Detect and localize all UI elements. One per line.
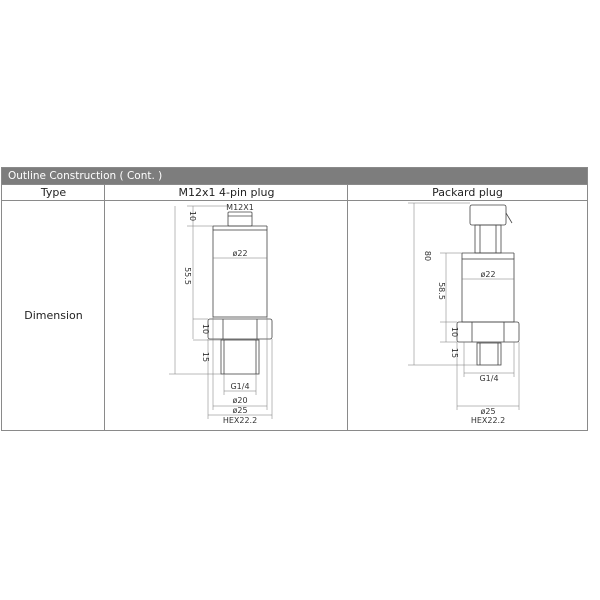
section-title: Outline Construction ( Cont. ) xyxy=(2,168,587,184)
outline-construction-table xyxy=(1,167,588,431)
packard-dia-outer: ø25 xyxy=(480,407,496,416)
header-type: Type xyxy=(40,186,67,199)
header-m12-plug: M12x1 4-pin plug xyxy=(178,186,275,199)
packard-dia-body: ø22 xyxy=(480,270,496,279)
m12-port-label: G1/4 xyxy=(230,382,250,391)
m12-dia-outer: ø25 xyxy=(232,406,248,415)
m12-dim-top: 10 xyxy=(188,210,197,222)
packard-port-label: G1/4 xyxy=(479,374,499,383)
m12-dim-total: 55.5 xyxy=(183,267,192,285)
m12-dim-thread: 15 xyxy=(201,351,210,363)
packard-dim-thread: 15 xyxy=(450,347,459,359)
table-header-row xyxy=(2,184,587,201)
packard-plug-drawing xyxy=(348,201,587,430)
m12-thread-label: M12X1 xyxy=(226,203,254,212)
row-label-dimension: Dimension xyxy=(24,309,83,322)
packard-hex-label: HEX22.2 xyxy=(470,416,506,425)
m12-dia-body: ø22 xyxy=(232,249,248,258)
packard-dim-hex: 10 xyxy=(450,326,459,338)
header-packard-plug: Packard plug xyxy=(432,186,503,199)
m12-dia-port: ø20 xyxy=(232,396,248,405)
packard-dim-body: 58.5 xyxy=(437,282,446,300)
m12-plug-drawing xyxy=(105,201,347,430)
m12-hex-label: HEX22.2 xyxy=(222,416,258,425)
packard-dim-total: 80 xyxy=(423,250,432,262)
m12-dim-hex: 10 xyxy=(201,323,210,335)
